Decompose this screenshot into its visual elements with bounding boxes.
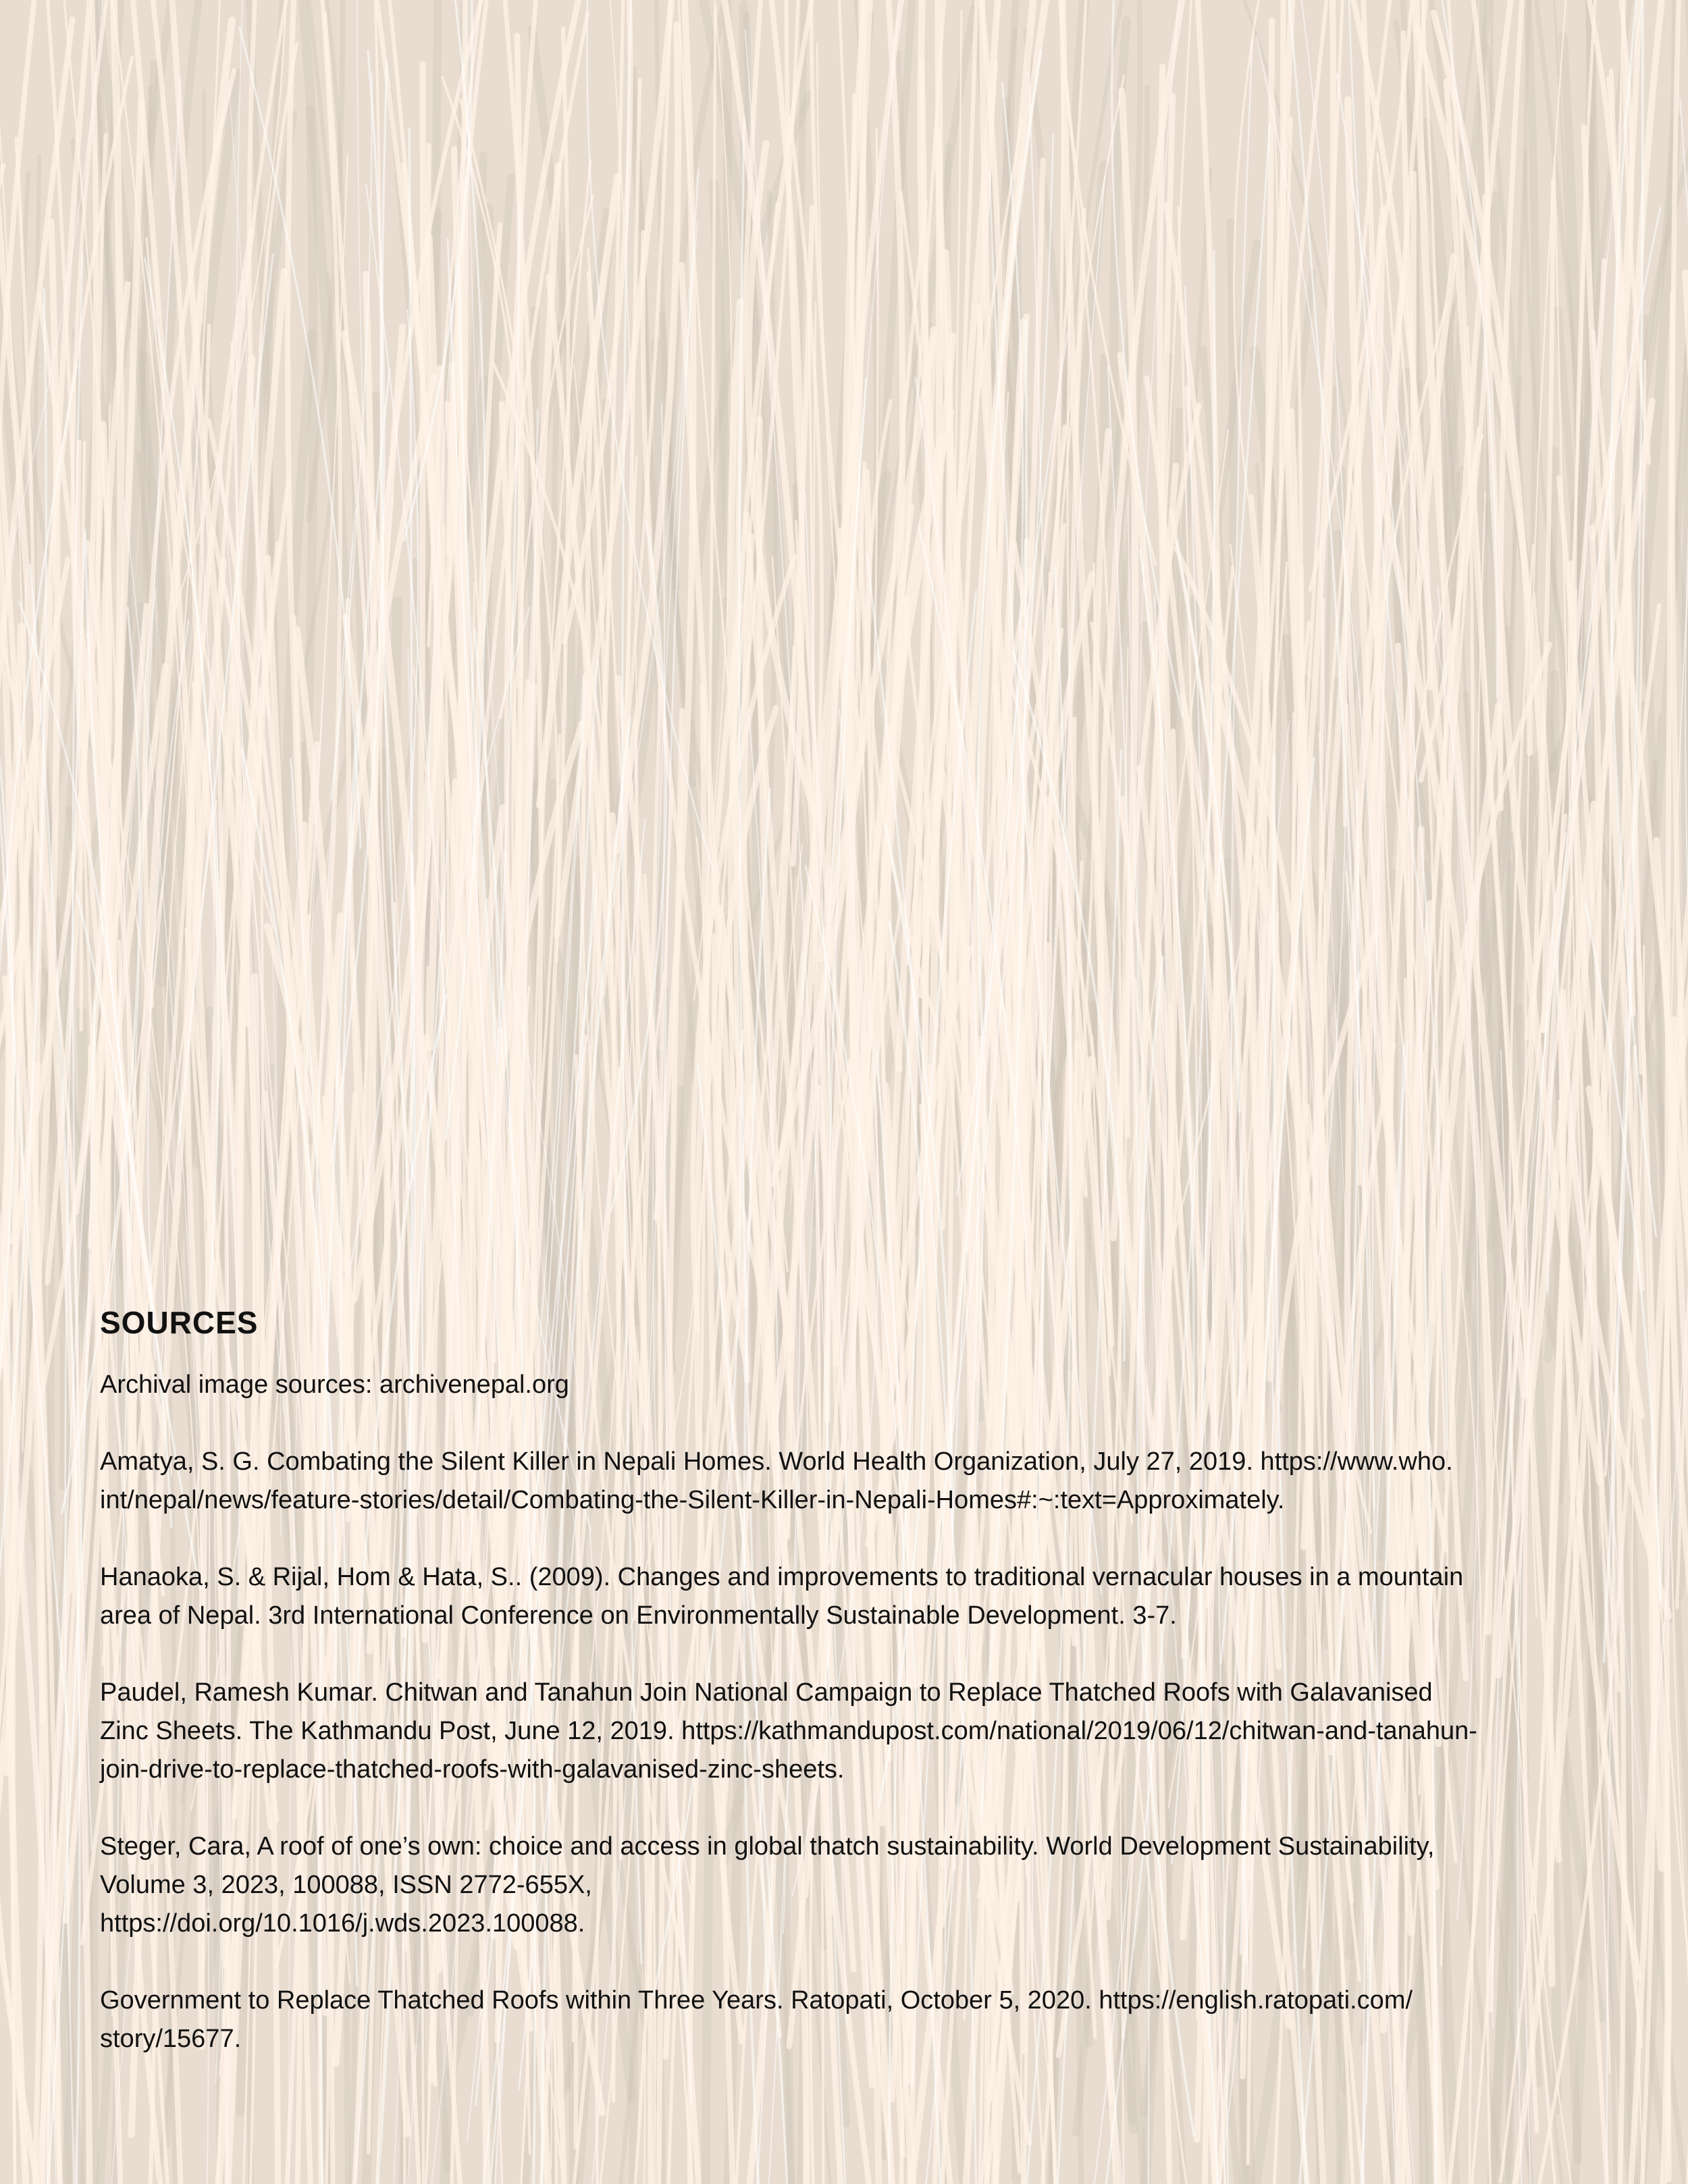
- sources-heading: SOURCES: [100, 1305, 259, 1340]
- source-entry-paudel: Paudel, Ramesh Kumar. Chitwan and Tanahun Join National Campaign to Replace Thatched Roofs with Galavanised Zinc Sheets. The Kathmandu Post, June 12, 2019. https://kathmandupost.com/national/2019/06/12/chitwan-and-tanahun- join-drive-to-replace-thatched-roofs-with-galavanised-zinc-sheets.: [100, 1678, 1477, 1784]
- sources-section: [100, 1304, 1599, 2058]
- source-entry-steger: Steger, Cara, A roof of one’s own: choice and access in global thatch sustainability. World Development Sustainability, Volume 3, 2023, 100088, ISSN 2772-655X, https://doi.org/10.1016/j.wds.2023.100088.: [100, 1832, 1435, 1938]
- source-entry-archival: Archival image sources: archivenepal.org: [100, 1370, 569, 1400]
- source-entry-hanaoka: Hanaoka, S. & Rijal, Hom & Hata, S.. (2009). Changes and improvements to traditional vernacular houses in a mountain area of Nepal. 3rd International Conference on Environmentally Sustainable Development. 3-7.: [100, 1563, 1464, 1630]
- source-entry-ratopati: Government to Replace Thatched Roofs within Three Years. Ratopati, October 5, 2020. https://english.ratopati.com/ story/15677.: [100, 1986, 1413, 2054]
- source-entry-amatya: Amatya, S. G. Combating the Silent Killer in Nepali Homes. World Health Organization, July 27, 2019. https://www.who. int/nepal/news/feature-stories/detail/Combating-the-Silent-Killer-in-Nepali-Homes#:~:text=Approximately.: [100, 1447, 1453, 1515]
